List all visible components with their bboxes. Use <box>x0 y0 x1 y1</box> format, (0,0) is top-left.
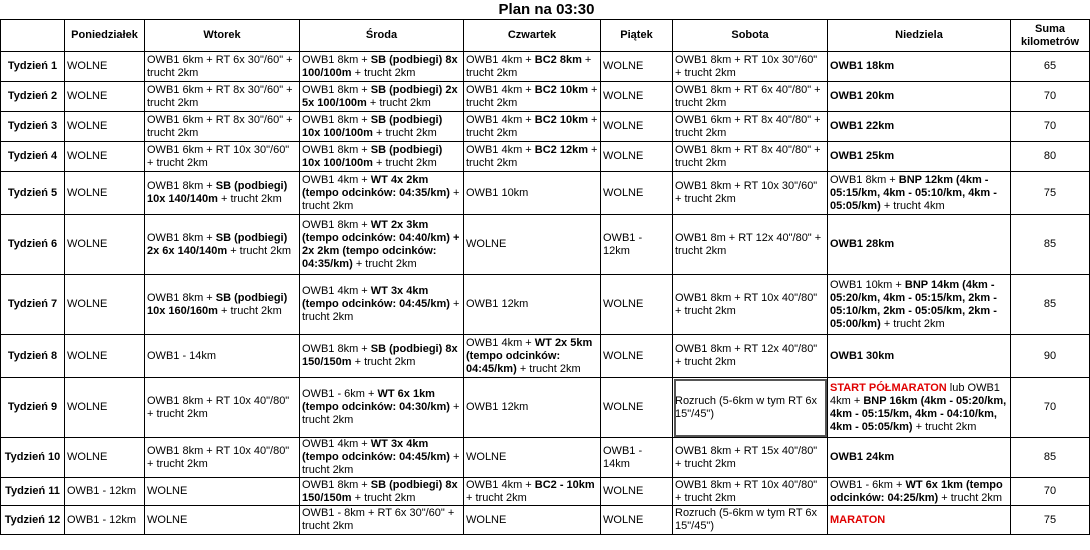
cell-text: SB (podbiegi) 10x 140/140m <box>147 180 288 205</box>
week-label[interactable]: Tydzień 1 <box>1 52 65 82</box>
cell-text: WOLNE <box>67 401 108 413</box>
cell-text: OWB1 8km + RT 10x 30"/60" + trucht 2km <box>675 53 818 79</box>
week-label[interactable]: Tydzień 6 <box>1 215 65 275</box>
day-cell-wed[interactable] <box>300 506 464 535</box>
header-sunday[interactable]: Niedziela <box>828 20 1011 52</box>
day-cell-wed[interactable] <box>300 275 464 335</box>
table-row <box>1 52 1090 82</box>
day-cell-fri[interactable] <box>601 172 673 215</box>
week-label[interactable]: Tydzień 7 <box>1 275 65 335</box>
cell-text: OWB1 12km <box>466 401 529 413</box>
cell-text: OWB1 12km <box>466 298 529 310</box>
day-cell-sun[interactable] <box>828 172 1011 215</box>
week-label[interactable]: Tydzień 2 <box>1 82 65 112</box>
cell-text: OWB1 8km + RT 10x 40"/80" + trucht 2km <box>675 478 818 504</box>
day-cell-sun[interactable] <box>828 335 1011 378</box>
week-label[interactable]: Tydzień 11 <box>1 478 65 506</box>
cell-text: OWB1 10km + <box>830 278 905 291</box>
cell-text: + trucht 2km <box>466 143 598 169</box>
cell-text: WOLNE <box>67 349 108 362</box>
day-cell-thu[interactable] <box>464 378 601 438</box>
cell-text: BNP 14km (4km - 05:20/km, 4km - 05:15/km, 2km - 05:10/km, 2km - 05:05/km, 2km - 05:00/km) <box>830 278 997 330</box>
day-cell-tue[interactable] <box>145 142 300 172</box>
cell-text: + trucht 2km <box>938 491 1003 504</box>
day-cell-thu[interactable] <box>464 478 601 506</box>
day-cell-sun[interactable] <box>828 52 1011 82</box>
day-cell-mon[interactable] <box>65 142 145 172</box>
plan-title: Plan na 03:30 <box>498 1 595 18</box>
cell-text: OWB1 8km + <box>302 113 371 126</box>
header-friday[interactable]: Piątek <box>601 20 673 52</box>
total-km-cell[interactable]: 85 <box>1011 438 1090 478</box>
cell-text: WOLNE <box>67 186 108 199</box>
cell-text: WOLNE <box>67 451 108 463</box>
cell-text: WOLNE <box>603 150 644 162</box>
cell-text: OWB1 4km + <box>466 53 535 66</box>
cell-text: lub OWB1 4km + <box>830 381 1000 407</box>
day-cell-sat[interactable] <box>673 215 828 275</box>
cell-text: OWB1 - 6km + <box>302 388 378 400</box>
day-cell-sat[interactable] <box>673 82 828 112</box>
cell-text: WOLNE <box>603 349 644 362</box>
day-cell-mon[interactable] <box>65 506 145 535</box>
day-cell-sat[interactable] <box>673 335 828 378</box>
cell-text: OWB1 4km + <box>302 173 371 186</box>
cell-text: + trucht 2km <box>217 193 282 205</box>
day-cell-mon[interactable] <box>65 172 145 215</box>
table-row <box>1 506 1090 535</box>
total-km-cell[interactable]: 70 <box>1011 478 1090 506</box>
cell-text: OWB1 - 6km + <box>830 478 906 491</box>
cell-text: OWB1 - 12km <box>67 513 137 526</box>
cell-text: OWB1 - 12km <box>67 485 137 497</box>
day-cell-tue[interactable] <box>145 506 300 535</box>
cell-text: OWB1 18km <box>830 60 895 72</box>
cell-text: + trucht 2km <box>466 491 527 504</box>
cell-text: + trucht 2km <box>227 244 292 257</box>
day-cell-fri[interactable] <box>601 275 673 335</box>
cell-text: BC2 10km <box>534 83 588 96</box>
table-row <box>1 142 1090 172</box>
cell-text: WT 4x 2km (tempo odcinków: 04:35/km) <box>302 173 450 199</box>
day-cell-sat[interactable] <box>673 172 828 215</box>
day-cell-sat[interactable] <box>673 378 828 438</box>
day-cell-thu[interactable] <box>464 172 601 215</box>
day-cell-wed[interactable] <box>300 142 464 172</box>
day-cell-sat[interactable] <box>673 438 828 478</box>
header-saturday[interactable]: Sobota <box>673 20 828 52</box>
day-cell-tue[interactable] <box>145 335 300 378</box>
header-tuesday[interactable]: Wtorek <box>145 20 300 52</box>
cell-text: OWB1 8m + RT 12x 40"/80" + trucht 2km <box>675 231 822 257</box>
header-row <box>1 20 1090 52</box>
day-cell-thu[interactable] <box>464 506 601 535</box>
week-label[interactable]: Tydzień 12 <box>1 506 65 535</box>
cell-text: BC2 - 10km <box>534 478 595 491</box>
day-cell-sun[interactable] <box>828 275 1011 335</box>
cell-text: WT 3x 4km (tempo odcinków: 04:45/km) <box>302 438 450 463</box>
cell-text: WT 3x 4km (tempo odcinków: 04:45/km) <box>302 285 450 310</box>
day-cell-sat[interactable] <box>673 52 828 82</box>
cell-text: WOLNE <box>67 298 108 310</box>
day-cell-fri[interactable] <box>601 82 673 112</box>
cell-text: OWB1 6km + RT 8x 30"/60" + trucht 2km <box>147 113 293 139</box>
header-total-km[interactable]: Suma kilometrów <box>1011 20 1090 52</box>
cell-text: WOLNE <box>466 513 507 526</box>
total-km-cell[interactable]: 75 <box>1011 506 1090 535</box>
table-row <box>1 438 1090 478</box>
cell-text: WT 2x 5km (tempo odcinków: 04:45/km) <box>466 336 593 375</box>
cell-text: OWB1 4km + <box>466 336 535 349</box>
cell-text: + trucht 2km <box>351 66 416 79</box>
cell-text: OWB1 4km + <box>302 285 371 297</box>
cell-text: OWB1 8km + <box>302 143 371 156</box>
day-cell-mon[interactable] <box>65 378 145 438</box>
cell-text: OWB1 10km <box>466 186 529 199</box>
cell-text: WOLNE <box>603 401 644 413</box>
cell-text: + trucht 2km <box>366 96 431 109</box>
day-cell-sun[interactable] <box>828 478 1011 506</box>
day-cell-tue[interactable] <box>145 52 300 82</box>
cell-text: START PÓŁMARATON <box>830 381 947 394</box>
day-cell-fri[interactable] <box>601 478 673 506</box>
cell-text: WOLNE <box>603 485 644 497</box>
day-cell-sun[interactable] <box>828 378 1011 438</box>
day-cell-tue[interactable] <box>145 172 300 215</box>
day-cell-tue[interactable] <box>145 215 300 275</box>
cell-text: WT 6x 1km (tempo odcinków: 04:25/km) <box>830 478 1003 504</box>
day-cell-wed[interactable] <box>300 438 464 478</box>
cell-text: OWB1 4km + <box>466 478 535 491</box>
cell-text: + trucht 2km <box>217 304 282 317</box>
day-cell-sun[interactable] <box>828 438 1011 478</box>
cell-text: OWB1 22km <box>830 120 895 132</box>
cell-text: OWB1 4km + <box>466 143 535 156</box>
day-cell-sun[interactable] <box>828 142 1011 172</box>
cell-text: WOLNE <box>67 60 108 72</box>
day-cell-tue[interactable] <box>145 478 300 506</box>
cell-text: OWB1 4km + <box>466 113 535 126</box>
day-cell-wed[interactable] <box>300 112 464 142</box>
cell-text: OWB1 - 14km <box>603 444 643 470</box>
cell-text: Rozruch (5-6km w tym RT 6x 15"/45") <box>675 507 818 532</box>
cell-text: OWB1 8km + RT 8x 40"/80" + trucht 2km <box>675 143 821 169</box>
week-label[interactable]: Tydzień 8 <box>1 335 65 378</box>
day-cell-tue[interactable] <box>145 275 300 335</box>
day-cell-mon[interactable] <box>65 52 145 82</box>
week-label[interactable]: Tydzień 3 <box>1 112 65 142</box>
cell-text: WOLNE <box>466 451 507 463</box>
day-cell-sun[interactable] <box>828 215 1011 275</box>
cell-text: OWB1 25km <box>830 150 895 162</box>
cell-text: WOLNE <box>67 150 108 162</box>
cell-text: BC2 12km <box>534 143 588 156</box>
cell-text: SB (podbiegi) 8x 150/150m <box>302 343 458 368</box>
day-cell-sat[interactable] <box>673 142 828 172</box>
day-cell-mon[interactable] <box>65 82 145 112</box>
training-plan-table <box>0 19 1090 535</box>
cell-text: OWB1 30km <box>830 349 895 362</box>
day-cell-thu[interactable] <box>464 52 601 82</box>
cell-text: OWB1 8km + RT 6x 40"/80" + trucht 2km <box>675 83 821 109</box>
header-corner[interactable] <box>1 20 65 52</box>
cell-text: WOLNE <box>603 90 644 102</box>
cell-text: SB (podbiegi) 2x 5x 100/100m <box>302 83 458 109</box>
total-km-cell[interactable]: 70 <box>1011 82 1090 112</box>
day-cell-thu[interactable] <box>464 82 601 112</box>
week-label[interactable]: Tydzień 5 <box>1 172 65 215</box>
cell-text: + trucht 2km <box>302 186 460 212</box>
cell-text: OWB1 8km + RT 10x 40"/80" + trucht 2km <box>147 394 290 420</box>
day-cell-fri[interactable] <box>601 215 673 275</box>
cell-text: OWB1 - 12km <box>603 231 643 257</box>
cell-text: WOLNE <box>67 90 108 102</box>
cell-text: WOLNE <box>147 513 188 526</box>
day-cell-sun[interactable] <box>828 506 1011 535</box>
cell-text: BNP 16km (4km - 05:20/km, 4km - 05:15/km, 4km - 04:10/km, 4km - 05:05/km) <box>830 394 1007 433</box>
cell-text: + trucht 4km <box>880 199 945 212</box>
day-cell-tue[interactable] <box>145 82 300 112</box>
cell-text: OWB1 8km + RT 12x 40"/80" + trucht 2km <box>675 343 818 368</box>
day-cell-mon[interactable] <box>65 112 145 142</box>
cell-text: + trucht 2km <box>302 401 460 426</box>
day-cell-sat[interactable] <box>673 275 828 335</box>
cell-text: + trucht 2km <box>466 53 592 79</box>
cell-text: OWB1 4km + <box>302 438 371 450</box>
cell-text: OWB1 6km + RT 6x 30"/60" + trucht 2km <box>147 53 293 79</box>
table-row <box>1 112 1090 142</box>
day-cell-fri[interactable] <box>601 438 673 478</box>
day-cell-wed[interactable] <box>300 52 464 82</box>
cell-text: + trucht 2km <box>912 420 977 433</box>
table-row <box>1 82 1090 112</box>
cell-text: OWB1 8km + RT 10x 30"/60" + trucht 2km <box>675 180 818 205</box>
cell-text: BC2 8km <box>534 53 582 66</box>
cell-text: OWB1 8km + RT 10x 40"/80" + trucht 2km <box>147 444 290 470</box>
header-monday[interactable]: Poniedziałek <box>65 20 145 52</box>
cell-text: SB (podbiegi) 10x 160/160m <box>147 291 288 317</box>
cell-text: + trucht 2km <box>372 126 437 139</box>
cell-text: OWB1 - 8km + RT 6x 30"/60" + trucht 2km <box>302 507 455 532</box>
cell-text: SB (podbiegi) 2x 6x 140/140m <box>147 231 288 257</box>
cell-text: + trucht 2km <box>352 257 417 270</box>
cell-text: SB (podbiegi) 10x 100/100m <box>302 143 443 169</box>
cell-text: SB (podbiegi) 10x 100/100m <box>302 113 443 139</box>
day-cell-tue[interactable] <box>145 438 300 478</box>
day-cell-wed[interactable] <box>300 82 464 112</box>
cell-text: MARATON <box>830 513 886 526</box>
cell-text: WOLNE <box>603 186 644 199</box>
cell-text: OWB1 8km + RT 10x 40"/80" + trucht 2km <box>675 291 818 317</box>
table-row <box>1 275 1090 335</box>
day-cell-tue[interactable] <box>145 378 300 438</box>
day-cell-mon[interactable] <box>65 438 145 478</box>
day-cell-wed[interactable] <box>300 478 464 506</box>
cell-text: OWB1 8km + <box>302 478 371 491</box>
day-cell-wed[interactable] <box>300 172 464 215</box>
total-km-cell[interactable]: 90 <box>1011 335 1090 378</box>
cell-text: + trucht 2km <box>302 298 460 323</box>
cell-text: OWB1 - 14km <box>147 349 217 362</box>
table-row <box>1 478 1090 506</box>
cell-text: OWB1 24km <box>830 451 895 463</box>
cell-text: + trucht 2km <box>880 317 945 330</box>
cell-text: WOLNE <box>603 120 644 132</box>
day-cell-thu[interactable] <box>464 215 601 275</box>
cell-text: SB (podbiegi) 8x 150/150m <box>302 478 458 504</box>
cell-text: OWB1 6km + RT 8x 30"/60" + trucht 2km <box>147 83 293 109</box>
cell-text: BC2 10km <box>534 113 588 126</box>
cell-text: OWB1 8km + <box>830 173 899 186</box>
day-cell-wed[interactable] <box>300 378 464 438</box>
week-label[interactable]: Tydzień 9 <box>1 378 65 438</box>
cell-text: OWB1 20km <box>830 90 895 102</box>
cell-text: OWB1 8km + <box>147 231 216 244</box>
cell-text: OWB1 8km + <box>147 291 216 304</box>
cell-text: + trucht 2km <box>516 362 581 375</box>
day-cell-thu[interactable] <box>464 275 601 335</box>
cell-text: + trucht 2km <box>466 113 598 139</box>
cell-text: WT 6x 1km (tempo odcinków: 04:30/km) <box>302 388 450 413</box>
total-km-cell[interactable]: 70 <box>1011 112 1090 142</box>
cell-text: OWB1 28km <box>830 238 895 250</box>
day-cell-mon[interactable] <box>65 215 145 275</box>
day-cell-fri[interactable] <box>601 52 673 82</box>
day-cell-mon[interactable] <box>65 335 145 378</box>
cell-text: OWB1 8km + <box>302 53 371 66</box>
day-cell-tue[interactable] <box>145 112 300 142</box>
total-km-cell[interactable]: 85 <box>1011 275 1090 335</box>
table-row <box>1 215 1090 275</box>
cell-text: + trucht 2km <box>466 83 598 109</box>
day-cell-fri[interactable] <box>601 506 673 535</box>
day-cell-fri[interactable] <box>601 112 673 142</box>
cell-text: OWB1 8km + <box>147 180 216 192</box>
day-cell-thu[interactable] <box>464 438 601 478</box>
cell-text: WOLNE <box>603 60 644 72</box>
total-km-cell[interactable]: 80 <box>1011 142 1090 172</box>
header-thursday[interactable]: Czwartek <box>464 20 601 52</box>
week-label[interactable]: Tydzień 4 <box>1 142 65 172</box>
cell-text: OWB1 8km + <box>302 343 371 355</box>
cell-text: WOLNE <box>147 485 188 497</box>
cell-text: WOLNE <box>67 238 108 250</box>
day-cell-mon[interactable] <box>65 275 145 335</box>
cell-text: WT 2x 3km (tempo odcinków: 04:40/km) + 2x 2km (tempo odcinków: 04:35/km) <box>302 218 460 270</box>
cell-text: WOLNE <box>466 238 507 250</box>
cell-text: WOLNE <box>603 298 644 310</box>
day-cell-fri[interactable] <box>601 335 673 378</box>
cell-text: OWB1 8km + RT 15x 40"/80" + trucht 2km <box>675 444 818 470</box>
day-cell-thu[interactable] <box>464 112 601 142</box>
cell-text: OWB1 8km + <box>302 218 371 231</box>
cell-text: + trucht 2km <box>351 491 416 504</box>
day-cell-sat[interactable] <box>673 112 828 142</box>
header-wednesday[interactable]: Środa <box>300 20 464 52</box>
cell-text: Rozruch (5-6km w tym RT 6x 15"/45") <box>675 394 818 420</box>
cell-text: + trucht 2km <box>372 156 437 169</box>
day-cell-fri[interactable] <box>601 142 673 172</box>
total-km-cell[interactable]: 75 <box>1011 172 1090 215</box>
day-cell-sat[interactable] <box>673 506 828 535</box>
cell-text: + trucht 2km <box>302 451 460 476</box>
day-cell-mon[interactable] <box>65 478 145 506</box>
day-cell-sun[interactable] <box>828 112 1011 142</box>
cell-text: OWB1 6km + RT 10x 30"/60" + trucht 2km <box>147 143 290 169</box>
cell-text: OWB1 8km + <box>302 83 371 96</box>
cell-text: OWB1 6km + RT 8x 40"/80" + trucht 2km <box>675 113 821 139</box>
table-row <box>1 378 1090 438</box>
cell-text: WOLNE <box>67 120 108 132</box>
day-cell-fri[interactable] <box>601 378 673 438</box>
day-cell-sun[interactable] <box>828 82 1011 112</box>
total-km-cell[interactable]: 65 <box>1011 52 1090 82</box>
cell-text: + trucht 2km <box>351 356 416 368</box>
table-row <box>1 335 1090 378</box>
day-cell-wed[interactable] <box>300 335 464 378</box>
total-km-cell[interactable]: 70 <box>1011 378 1090 438</box>
cell-text: BNP 12km (4km - 05:15/km, 4km - 05:10/km, 4km - 05:05/km) <box>830 173 997 212</box>
total-km-cell[interactable]: 85 <box>1011 215 1090 275</box>
day-cell-sat[interactable] <box>673 478 828 506</box>
day-cell-thu[interactable] <box>464 142 601 172</box>
table-row <box>1 172 1090 215</box>
week-label[interactable]: Tydzień 10 <box>1 438 65 478</box>
day-cell-thu[interactable] <box>464 335 601 378</box>
cell-text: WOLNE <box>603 513 644 526</box>
day-cell-wed[interactable] <box>300 215 464 275</box>
cell-text: OWB1 4km + <box>466 83 535 96</box>
cell-text: SB (podbiegi) 8x 100/100m <box>302 53 458 79</box>
